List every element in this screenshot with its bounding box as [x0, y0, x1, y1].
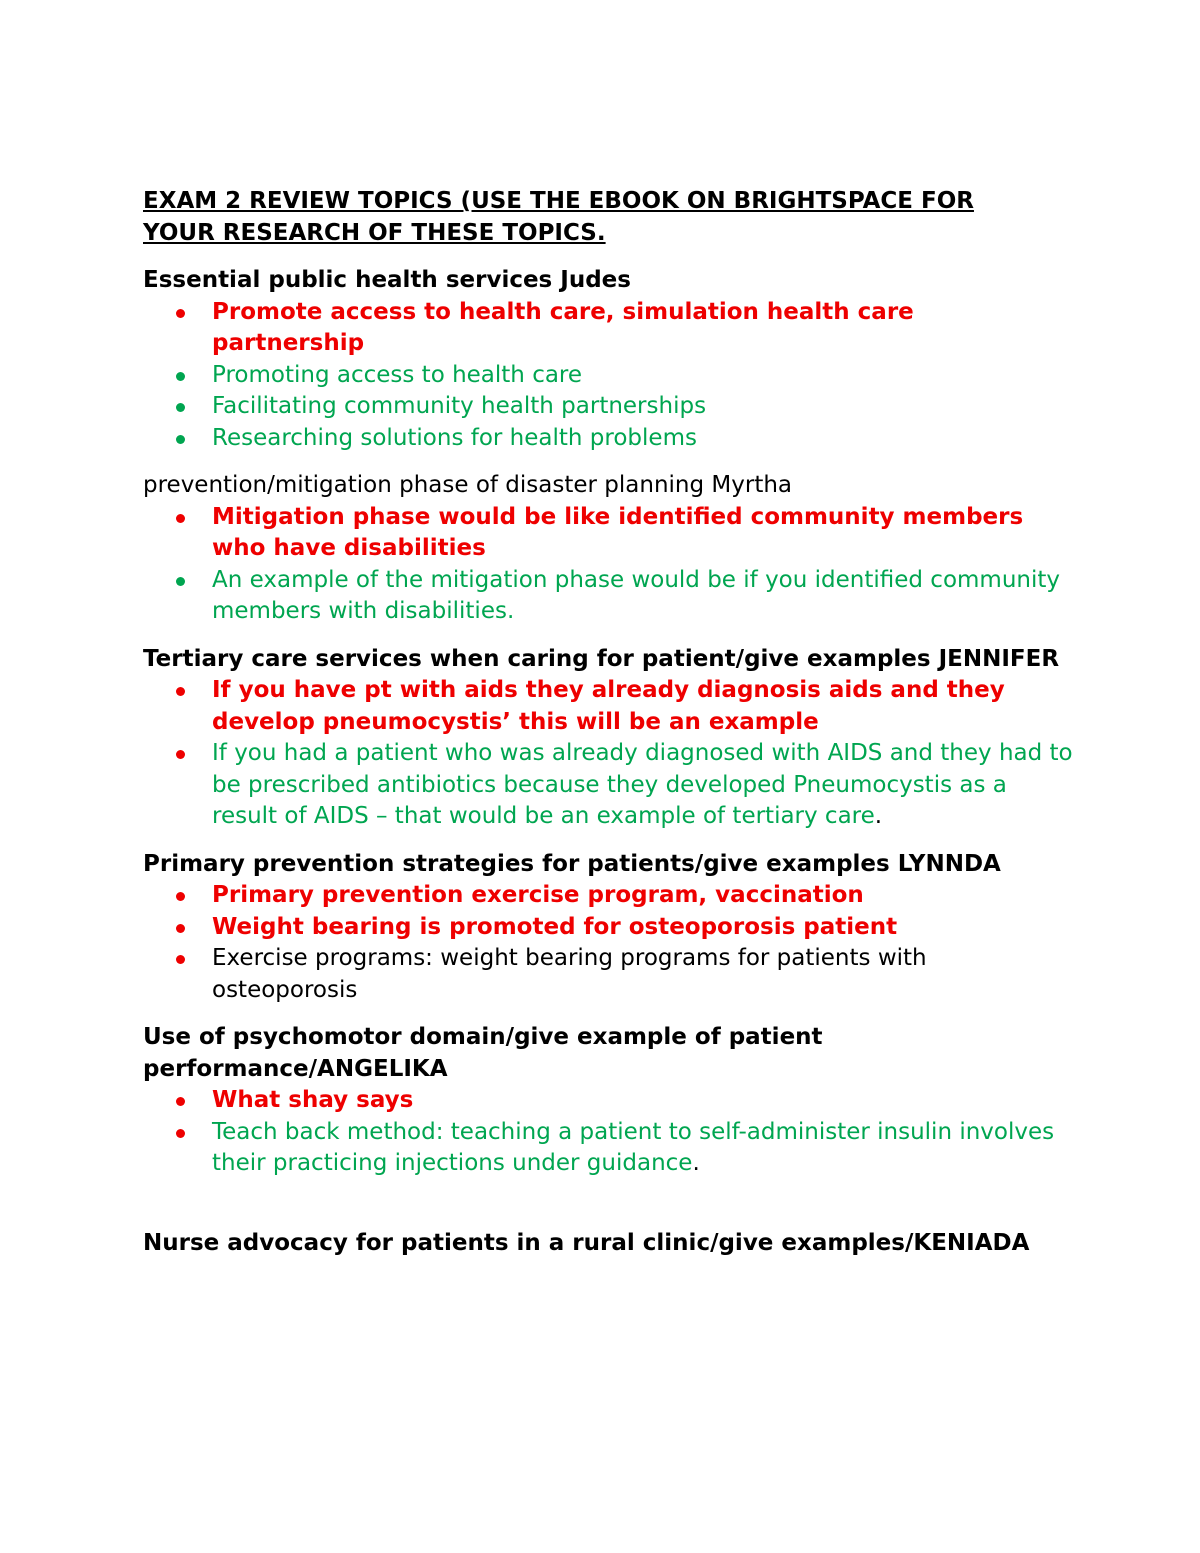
- list-item: [143, 502, 1073, 565]
- list-item: [143, 675, 1073, 738]
- bullet-icon: [176, 1129, 185, 1138]
- list-item: [143, 391, 1073, 423]
- bullet-icon: [176, 892, 185, 901]
- list-item: [143, 565, 1073, 628]
- list-item: [143, 423, 1073, 455]
- list-item-text: Promoting access to health care: [212, 361, 583, 388]
- list-item: [143, 943, 1073, 1006]
- list-item-text: An example of the mitigation phase would be if you identified community members with disabilities.: [212, 566, 1061, 624]
- section-heading-tertiary-care: Tertiary care services when caring for patient/give examples JENNIFER: [143, 645, 1060, 672]
- bullet-icon: [176, 687, 185, 696]
- list-item: [143, 297, 1073, 360]
- section-heading-disaster-planning: prevention/mitigation phase of disaster planning Myrtha: [143, 472, 793, 498]
- list-item-text: What shay says: [212, 1087, 414, 1113]
- bullet-icon: [176, 955, 185, 964]
- list-item-text: Mitigation phase would be like identified community members who have disabilities: [212, 503, 1024, 561]
- list-item: [143, 1117, 1073, 1180]
- list-item: [143, 912, 1073, 944]
- bullet-icon: [176, 309, 185, 318]
- bullet-list: [143, 880, 1073, 1006]
- list-item-suffix: .: [692, 1150, 700, 1176]
- list-item: [143, 880, 1073, 912]
- list-item-suffix: .: [874, 803, 883, 829]
- list-item-text: Primary prevention exercise program, vaccination: [212, 882, 864, 908]
- bullet-list: [143, 675, 1073, 833]
- document-title: [143, 186, 1073, 249]
- section-heading-essential-services: Essential public health services Judes: [143, 267, 631, 293]
- list-item-text: Researching solutions for health problems: [212, 424, 697, 451]
- section-heading-primary-prevention: Primary prevention strategies for patients/give examples LYNNDA: [143, 850, 1001, 877]
- bullet-icon: [176, 750, 185, 759]
- bullet-icon: [176, 577, 185, 586]
- bullet-list: [143, 1085, 1073, 1180]
- section-heading-nurse-advocacy: Nurse advocacy for patients in a rural clinic/give examples/KENIADA: [143, 1229, 1030, 1256]
- bullet-icon: [176, 514, 185, 523]
- list-item-text: Exercise programs: weight bearing programs for patients with osteoporosis: [212, 945, 927, 1003]
- list-item-text: If you have pt with aids they already diagnosis aids and they develop pneumocystis’ this will be an example: [212, 677, 1005, 735]
- list-item-text: Teach back method: teaching a patient to self-administer insulin involves their practicing injections under guidance: [212, 1118, 1055, 1176]
- list-item: [143, 738, 1073, 833]
- title-line-2: YOUR RESEARCH OF THESE TOPICS.: [143, 219, 606, 246]
- section-heading-psychomotor-domain: Use of psychomotor domain/give example of patient performance/ANGELIKA: [143, 1024, 823, 1082]
- bullet-icon: [176, 435, 185, 444]
- bullet-list: [143, 297, 1073, 455]
- bullet-icon: [176, 1097, 185, 1106]
- document-page: [143, 186, 1073, 1259]
- list-item-text: Facilitating community health partnerships: [212, 393, 707, 419]
- list-item: [143, 1085, 1073, 1117]
- bullet-icon: [176, 403, 185, 412]
- list-item-text: Promote access to health care, simulation health care partnership: [212, 298, 914, 356]
- bullet-list: [143, 502, 1073, 628]
- bullet-icon: [176, 924, 185, 933]
- list-item-text: Weight bearing is promoted for osteoporosis patient: [212, 913, 898, 940]
- list-item: [143, 360, 1073, 392]
- list-item-text: If you had a patient who was already diagnosed with AIDS and they had to be prescribed antibiotics because they developed Pneumocystis as a result of AIDS – that would be an example of tertiary care: [212, 740, 1073, 829]
- bullet-icon: [176, 372, 185, 381]
- title-line-1: EXAM 2 REVIEW TOPICS (USE THE EBOOK ON BRIGHTSPACE FOR: [143, 188, 974, 214]
